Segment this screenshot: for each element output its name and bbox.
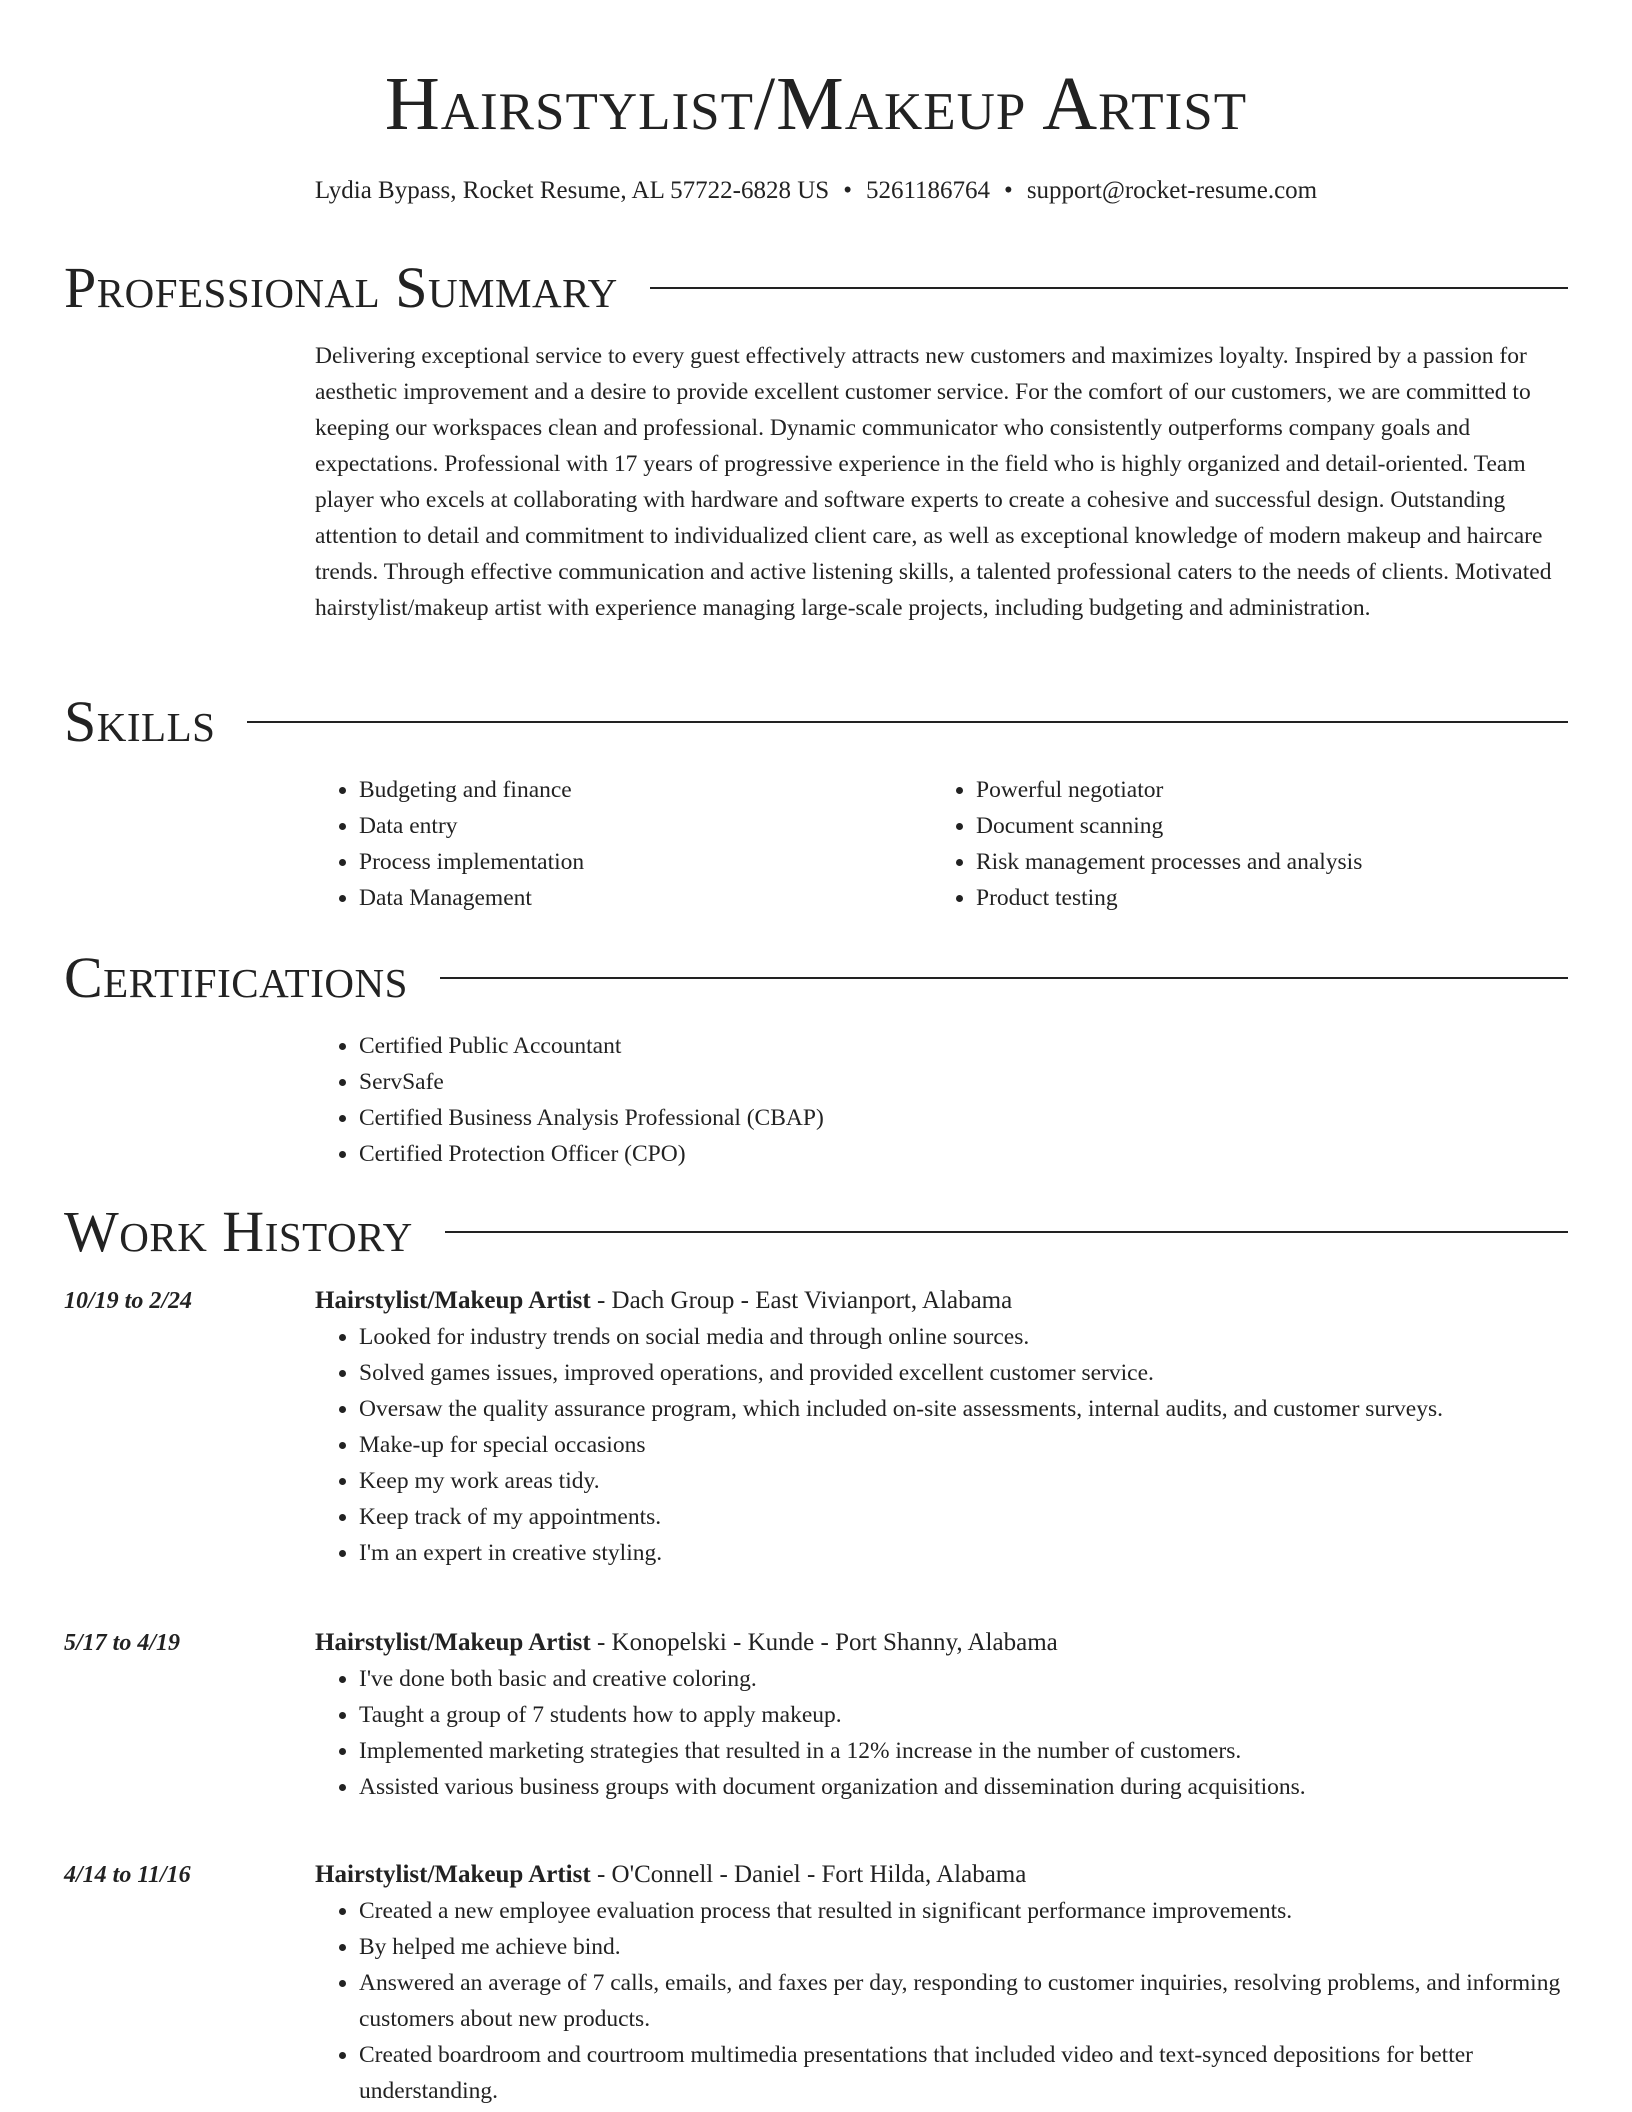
job-duties xyxy=(315,1319,1568,1571)
job-role: Hairstylist/Makeup Artist xyxy=(315,1629,591,1656)
certification-item: • Certified Business Analysis Professional (CBAP) xyxy=(359,1100,1568,1136)
job-employer: - Konopelski - Kunde - Port Shanny, Alabama xyxy=(590,1629,1058,1656)
skills-section-header xyxy=(64,687,1568,757)
job-title-line xyxy=(315,1857,1568,1893)
summary-body xyxy=(315,338,1568,626)
skill-item: • Product testing xyxy=(976,880,1549,916)
job-entry xyxy=(315,1857,1568,2109)
contact-address: Lydia Bypass, Rocket Resume, AL 57722-6828 US xyxy=(314,177,830,204)
skills-column-left xyxy=(315,772,932,916)
job-duty-item: • Answered an average of 7 calls, emails, and faxes per day, responding to customer inquiries, resolving problems, and informing customers about new products. xyxy=(359,1965,1568,2037)
job-duty-item: • Keep track of my appointments. xyxy=(359,1499,1568,1535)
job-duties xyxy=(315,1893,1568,2109)
job-duty-item: • Created boardroom and courtroom multimedia presentations that included video and text-synced depositions for better understanding. xyxy=(359,2037,1568,2109)
skills-column-right xyxy=(932,772,1549,916)
job-duty-item: • Solved games issues, improved operations, and provided excellent customer service. xyxy=(359,1355,1568,1391)
job-duty-item: • Keep my work areas tidy. xyxy=(359,1463,1568,1499)
contact-email: support@rocket-resume.com xyxy=(1026,177,1318,204)
certifications-heading: Certifications xyxy=(64,945,408,1010)
job-employer: - O'Connell - Daniel - Fort Hilda, Alabama xyxy=(590,1861,1027,1888)
skill-item: • Process implementation xyxy=(359,844,932,880)
skill-item: • Risk management processes and analysis xyxy=(976,844,1549,880)
job-duty-item: • Taught a group of 7 students how to apply makeup. xyxy=(359,1697,1568,1733)
job-duty-item: • I'm an expert in creative styling. xyxy=(359,1535,1568,1571)
certification-item: • ServSafe xyxy=(359,1064,1568,1100)
section-divider xyxy=(445,1231,1568,1233)
job-entry xyxy=(315,1283,1568,1571)
skills-heading: Skills xyxy=(64,689,216,754)
certification-item: • Certified Public Accountant xyxy=(359,1028,1568,1064)
job-role: Hairstylist/Makeup Artist xyxy=(315,1287,591,1314)
job-role: Hairstylist/Makeup Artist xyxy=(315,1861,591,1888)
job-duties xyxy=(315,1661,1568,1805)
skill-item: • Budgeting and finance xyxy=(359,772,932,808)
skill-item: • Powerful negotiator xyxy=(976,772,1549,808)
job-dates: 5/17 to 4/19 xyxy=(64,1630,181,1656)
job-title-line xyxy=(315,1625,1568,1661)
work-history-heading: Work History xyxy=(64,1199,413,1264)
job-entry xyxy=(315,1625,1568,1805)
job-duty-item: • Looked for industry trends on social media and through online sources. xyxy=(359,1319,1568,1355)
job-duty-item: • Oversaw the quality assurance program, which included on-site assessments, internal audits, and customer surveys. xyxy=(359,1391,1568,1427)
contact-separator: • xyxy=(843,177,852,204)
certifications-section-header xyxy=(64,943,1568,1013)
job-employer: - Dach Group - East Vivianport, Alabama xyxy=(590,1287,1013,1314)
contact-phone: 5261186764 xyxy=(865,177,991,204)
section-divider xyxy=(650,287,1568,289)
job-duty-item: • Make-up for special occasions xyxy=(359,1427,1568,1463)
summary-heading: Professional Summary xyxy=(64,255,618,320)
job-title-line xyxy=(315,1283,1568,1319)
contact-line xyxy=(64,174,1568,208)
job-duty-item: • By helped me achieve bind. xyxy=(359,1929,1568,1965)
skill-item: • Data entry xyxy=(359,808,932,844)
job-duty-item: • Created a new employee evaluation process that resulted in significant performance improvements. xyxy=(359,1893,1568,1929)
section-divider xyxy=(440,977,1568,979)
certification-item: • Certified Protection Officer (CPO) xyxy=(359,1136,1568,1172)
job-dates: 4/14 to 11/16 xyxy=(64,1862,191,1888)
summary-section-header xyxy=(64,253,1568,323)
work-history-section-header xyxy=(64,1197,1568,1267)
summary-text: Delivering exceptional service to every guest effectively attracts new customers and maximizes loyalty. Inspired by a passion for aesthetic improvement and a desire to provide excellent customer service. For the comfort of our customers, we are committed to keeping our workspaces clean and professional. Dynamic communicator who consistently outperforms company goals and expectations. Professional with 17 years of progressive experience in the field who is highly organized and detail-oriented. Team player who excels at collaborating with hardware and software experts to create a cohesive and successful design. Outstanding attention to detail and commitment to individualized client care, as well as exceptional knowledge of modern makeup and haircare trends. Through effective communication and active listening skills, a talented professional caters to the needs of clients. Motivated hairstylist/makeup artist with experience managing large-scale projects, including budgeting and administration. xyxy=(315,343,1552,621)
skill-item: • Data Management xyxy=(359,880,932,916)
job-duty-item: • Implemented marketing strategies that resulted in a 12% increase in the number of customers. xyxy=(359,1733,1568,1769)
certifications-list xyxy=(315,1028,1568,1172)
contact-separator: • xyxy=(1004,177,1013,204)
section-divider xyxy=(247,721,1568,723)
job-duty-item: • I've done both basic and creative coloring. xyxy=(359,1661,1568,1697)
job-duty-item: • Assisted various business groups with document organization and dissemination during acquisitions. xyxy=(359,1769,1568,1805)
skills-list xyxy=(315,772,1568,916)
skill-item: • Document scanning xyxy=(976,808,1549,844)
candidate-name: Hairstylist/Makeup Artist xyxy=(384,62,1248,146)
job-dates: 10/19 to 2/24 xyxy=(64,1288,193,1314)
